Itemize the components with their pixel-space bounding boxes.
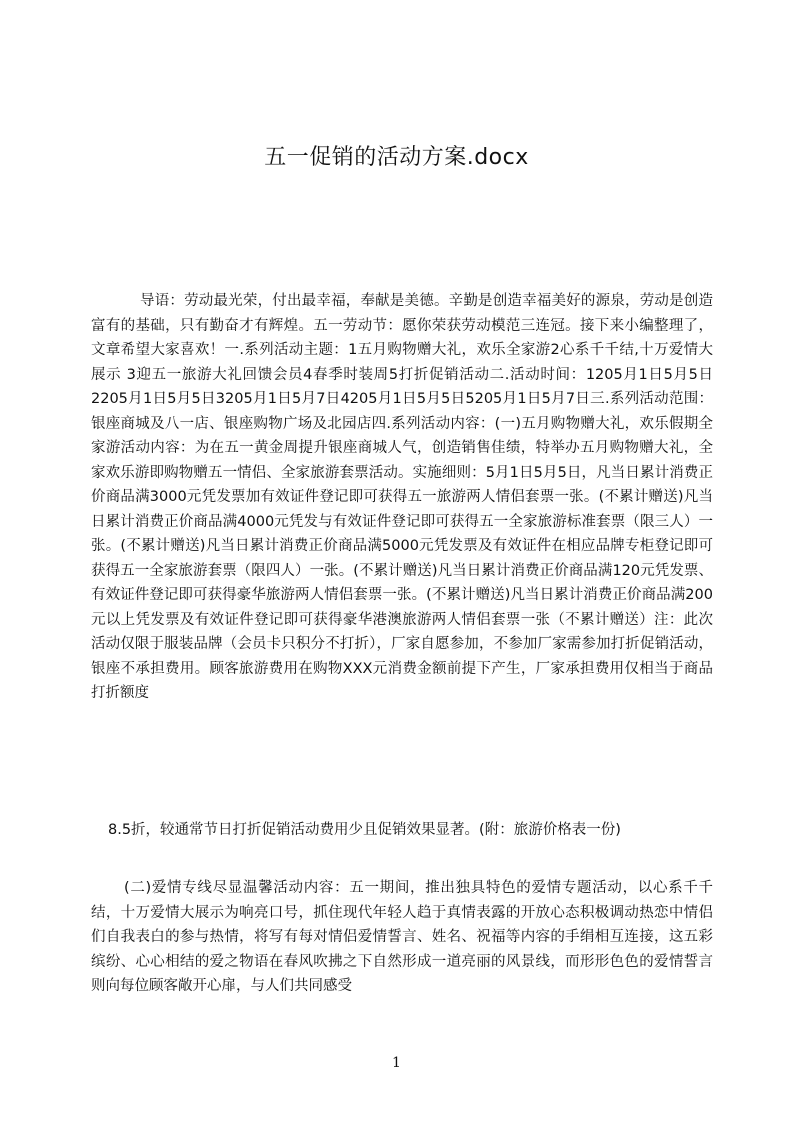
page-number: 1 — [392, 1055, 401, 1071]
document-title: 五一促销的活动方案.docx — [264, 145, 529, 170]
paragraph-discount: 8.5折，较通常节日打折促销活动费用少且促销效果显著。(附：旅游价格表一份) — [108, 822, 621, 838]
paragraph-love-line: (二)爱情专线尽显温馨活动内容：五一期间，推出独具特色的爱情专题活动，以心系千千结，十万爱情大展示为响亮口号，抓住现代年轻人趋于真情表露的开放心态积极调动热恋中情侣们自我表白的参与热情，将写有每对情侣爱情誓言、姓名、祝福等内容的手绢相互连接，这五彩缤纷、心心相结的爱之物语在春风吹拂之下自然形成一道亮丽的风景线，而形形色色的爱情誓言则向每位顾客敞开心扉，与人们共同感受 — [91, 880, 713, 994]
paragraph-intro: 导语：劳动最光荣，付出最幸福，奉献是美德。辛勤是创造幸福美好的源泉，劳动是创造富有的基础，只有勤奋才有辉煌。五一劳动节：愿你荣获劳动模范三连冠。接下来小编整理了，文章希望大家喜欢！一.系列活动主题：1五月购物赠大礼，欢乐全家游2心系千千结,十万爱情大展示 3迎五一旅游大礼回馈会员4春季时装周5打折促销活动二.活动时间：1205月1日5月5日2205月1日5月5日3205月1日5月7日4205月1日5月5日5205月1日5月7日三.系列活动范围：银座商城及八一店、银座购物广场及北园店四.系列活动内容：(一)五月购物赠大礼，欢乐假期全家游活动内容：为在五一黄金周提升银座商城人气，创造销售佳绩，特举办五月购物赠大礼，全家欢乐游即购物赠五一情侣、全家旅游套票活动。实施细则：5月1日5月5日，凡当日累计消费正价商品满3000元凭发票加有效证件登记即可获得五一旅游两人情侣套票一张。(不累计赠送)凡当日累计消费正价商品满4000元凭发与有效证件登记即可获得五一全家旅游标准套票（限三人）一张。(不累计赠送)凡当日累计消费正价商品满5000元凭发票及有效证件在相应品牌专柜登记即可获得五一全家旅游套票（限四人）一张。(不累计赠送)凡当日累计消费正价商品满120元凭发票、有效证件登记即可获得豪华旅游两人情侣套票一张。(不累计赠送)凡当日累计消费正价商品满200元以上凭发票及有效证件登记即可获得豪华港澳旅游两人情侣套票一张（不累计赠送）注：此次活动仅限于服装品牌（会员卡只积分不打折），厂家自愿参加，不参加厂家需参加打折促销活动，银座不承担费用。顾客旅游费用在购物XXX元消费金额前提下产生，厂家承担费用仅相当于商品打折额度 — [91, 293, 713, 701]
